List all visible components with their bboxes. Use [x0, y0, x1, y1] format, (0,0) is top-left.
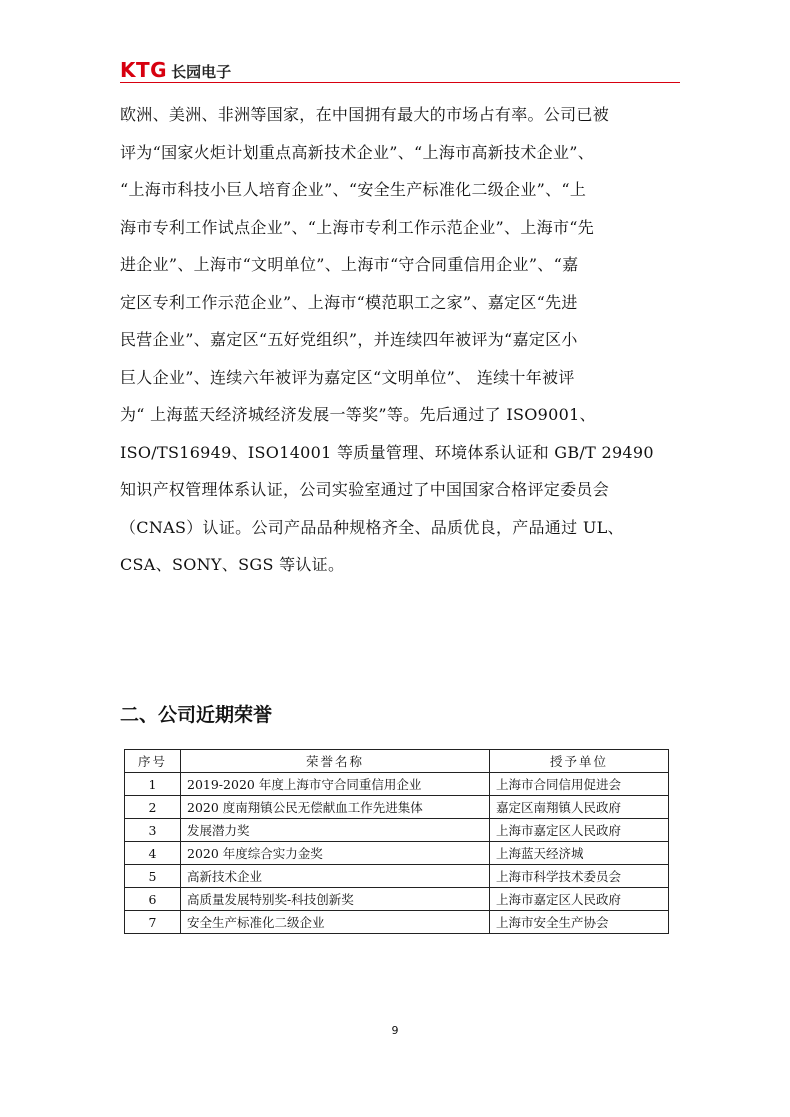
logo-mark: KTG [120, 58, 168, 82]
column-header-index: 序号 [125, 750, 181, 773]
row-index: 2 [125, 796, 181, 819]
body-line: “上海市科技小巨人培育企业”、“安全生产标准化二级企业”、“上 [120, 180, 587, 199]
body-line: ISO/TS16949、ISO14001 等质量管理、环境体系认证和 GB/T 29490 [120, 442, 654, 462]
body-line: 巨人企业”、连续六年被评为嘉定区“文明单位”、 连续十年被评 [120, 367, 575, 387]
row-index: 3 [125, 819, 181, 842]
row-awarding-body: 嘉定区南翔镇人民政府 [490, 796, 669, 819]
row-awarding-body: 上海市安全生产协会 [490, 911, 669, 934]
table-row [125, 865, 669, 888]
row-awarding-body: 上海市合同信用促进会 [490, 773, 669, 796]
row-index: 4 [125, 842, 181, 865]
page-number: 9 [391, 1024, 399, 1037]
row-index: 1 [125, 773, 181, 796]
honors-table [124, 749, 669, 934]
table-row [125, 842, 669, 865]
row-awarding-body: 上海市嘉定区人民政府 [490, 819, 669, 842]
page-header [120, 58, 680, 84]
row-index: 7 [125, 911, 181, 934]
body-line: 进企业”、上海市“文明单位”、上海市“守合同重信用企业”、“嘉 [120, 255, 579, 274]
header-divider [120, 82, 680, 83]
body-line: 为“ 上海蓝天经济城经济发展一等奖”等。先后通过了 ISO9001、 [120, 405, 596, 424]
body-line: 海市专利工作试点企业”、“上海市专利工作示范企业”、上海市“先 [120, 217, 595, 237]
row-honor-name: 高新技术企业 [181, 865, 490, 888]
body-line: 定区专利工作示范企业”、上海市“模范职工之家”、嘉定区“先进 [120, 292, 578, 312]
table-header-row [125, 750, 669, 773]
table-row [125, 911, 669, 934]
section-title: 二、公司近期荣誉 [120, 704, 273, 726]
row-honor-name: 2019-2020 年度上海市守合同重信用企业 [181, 773, 490, 796]
company-logo [120, 58, 231, 82]
row-honor-name: 2020 度南翔镇公民无偿献血工作先进集体 [181, 796, 490, 819]
body-paragraph [120, 96, 676, 584]
body-line: 评为“国家火炬计划重点高新技术企业”、“上海市高新技术企业”、 [120, 142, 595, 162]
body-line: CSA、SONY、SGS 等认证。 [120, 555, 345, 574]
body-line: 欧洲、美洲、非洲等国家，在中国拥有最大的市场占有率。公司已被 [120, 105, 610, 124]
row-honor-name: 发展潜力奖 [181, 819, 490, 842]
table-row [125, 819, 669, 842]
row-index: 6 [125, 888, 181, 911]
row-honor-name: 2020 年度综合实力金奖 [181, 842, 490, 865]
table-row [125, 888, 669, 911]
row-awarding-body: 上海市嘉定区人民政府 [490, 888, 669, 911]
body-line: （CNAS）认证。公司产品品种规格齐全、品质优良，产品通过 UL、 [120, 517, 624, 537]
row-awarding-body: 上海市科学技术委员会 [490, 865, 669, 888]
column-header-honor-name: 荣誉名称 [181, 750, 490, 773]
body-line: 民营企业”、嘉定区“五好党组织”，并连续四年被评为“嘉定区小 [120, 330, 578, 349]
body-line: 知识产权管理体系认证，公司实验室通过了中国国家合格评定委员会 [120, 480, 610, 499]
row-awarding-body: 上海蓝天经济城 [490, 842, 669, 865]
row-honor-name: 安全生产标准化二级企业 [181, 911, 490, 934]
row-index: 5 [125, 865, 181, 888]
table-row [125, 796, 669, 819]
row-honor-name: 高质量发展特别奖-科技创新奖 [181, 888, 490, 911]
table-row [125, 773, 669, 796]
logo-company-name: 长园电子 [171, 63, 232, 81]
column-header-awarding-body: 授予单位 [490, 750, 669, 773]
